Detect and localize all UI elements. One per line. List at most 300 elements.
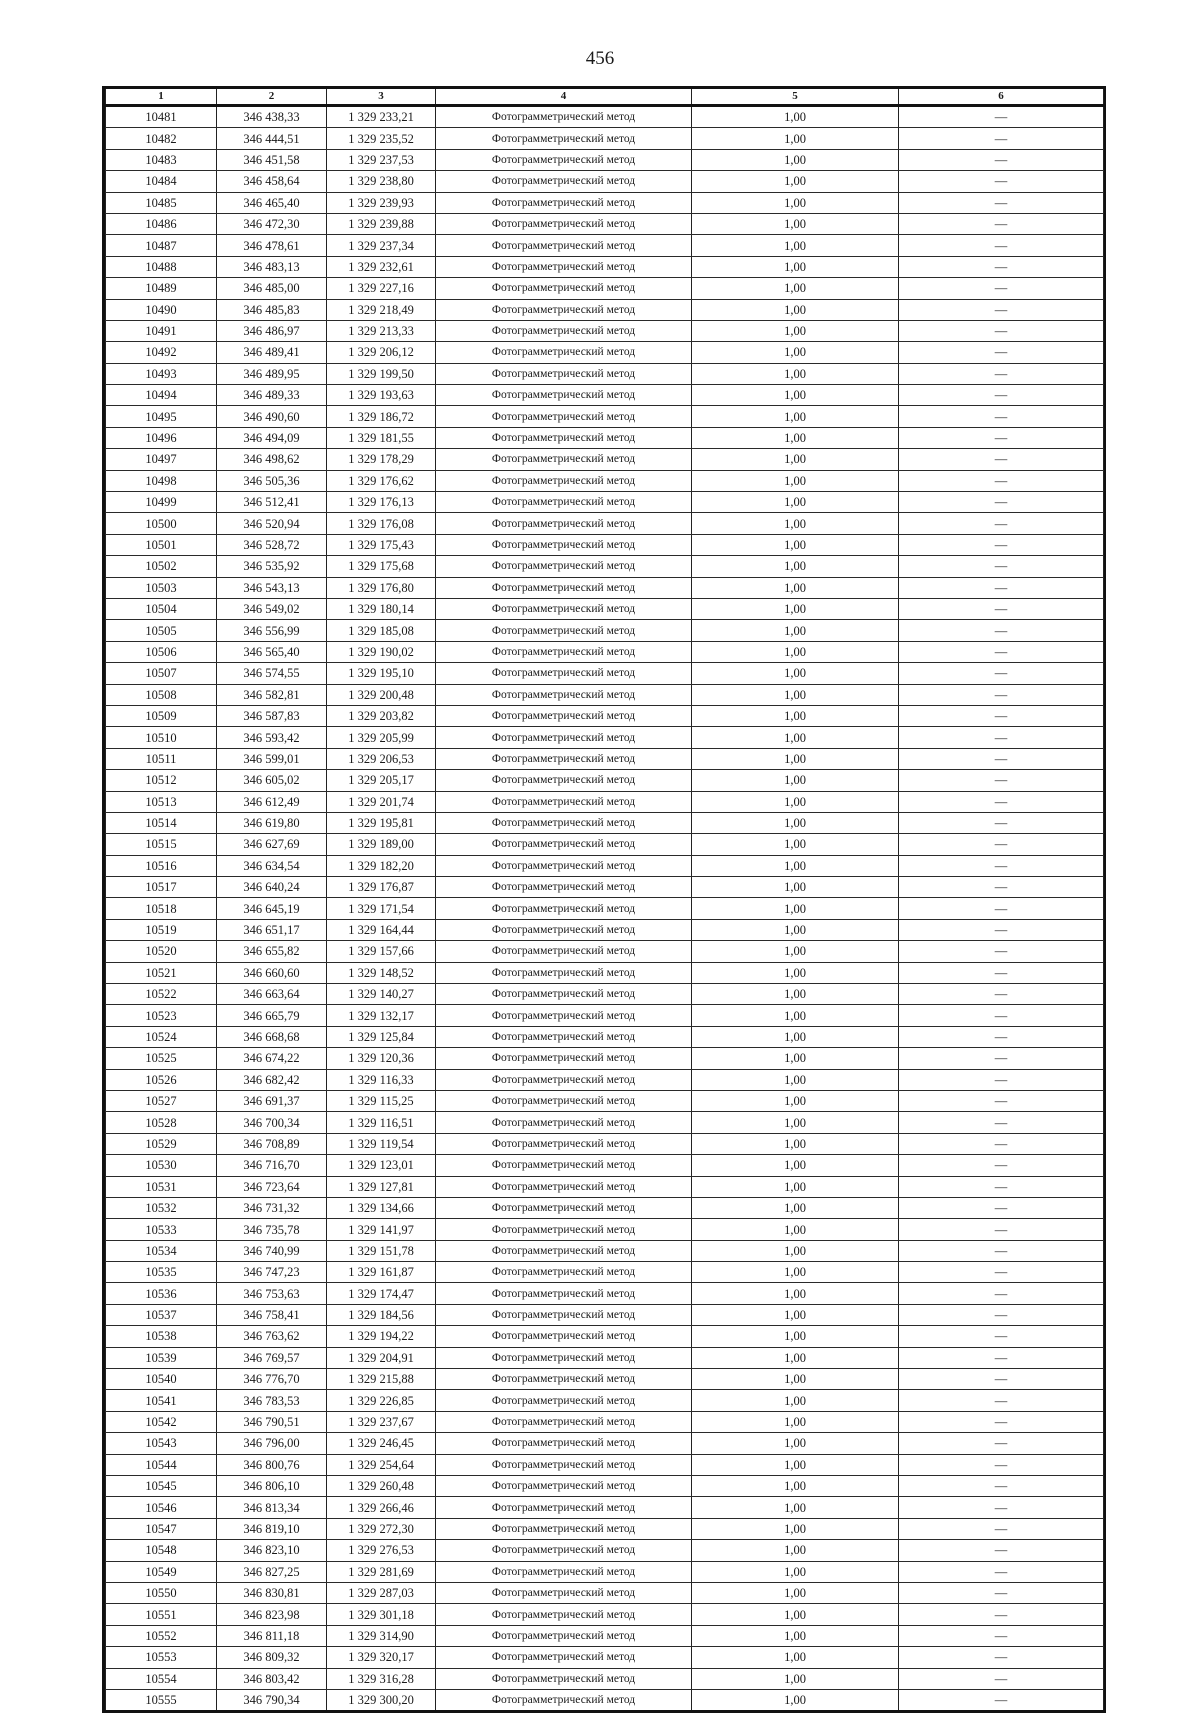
point-number-cell: 10541 xyxy=(106,1390,217,1411)
x-coordinate-cell: 346 735,78 xyxy=(217,1219,327,1240)
point-number-cell: 10486 xyxy=(106,213,217,234)
table-row xyxy=(106,770,1104,791)
note-cell: — xyxy=(899,791,1104,812)
y-coordinate-cell: 1 329 132,17 xyxy=(327,1005,436,1026)
x-coordinate-cell: 346 660,60 xyxy=(217,962,327,983)
y-coordinate-cell: 1 329 123,01 xyxy=(327,1155,436,1176)
method-cell: Фотограмметрический метод xyxy=(436,705,692,726)
table-row xyxy=(106,1390,1104,1411)
accuracy-cell: 1,00 xyxy=(692,620,899,641)
method-cell: Фотограмметрический метод xyxy=(436,1411,692,1432)
point-number-cell: 10497 xyxy=(106,449,217,470)
table-row xyxy=(106,1176,1104,1197)
note-cell: — xyxy=(899,919,1104,940)
accuracy-cell: 1,00 xyxy=(692,1582,899,1603)
y-coordinate-cell: 1 329 281,69 xyxy=(327,1561,436,1582)
y-coordinate-cell: 1 329 176,13 xyxy=(327,492,436,513)
accuracy-cell: 1,00 xyxy=(692,1304,899,1325)
note-cell: — xyxy=(899,1090,1104,1111)
x-coordinate-cell: 346 549,02 xyxy=(217,598,327,619)
table-row xyxy=(106,598,1104,619)
note-cell: — xyxy=(899,449,1104,470)
x-coordinate-cell: 346 740,99 xyxy=(217,1240,327,1261)
table-row xyxy=(106,1582,1104,1603)
x-coordinate-cell: 346 494,09 xyxy=(217,427,327,448)
point-number-cell: 10496 xyxy=(106,427,217,448)
method-cell: Фотограмметрический метод xyxy=(436,941,692,962)
point-number-cell: 10501 xyxy=(106,534,217,555)
note-cell: — xyxy=(899,1390,1104,1411)
note-cell: — xyxy=(899,1005,1104,1026)
point-number-cell: 10511 xyxy=(106,748,217,769)
table-row xyxy=(106,1561,1104,1582)
y-coordinate-cell: 1 329 161,87 xyxy=(327,1262,436,1283)
note-cell: — xyxy=(899,1476,1104,1497)
method-cell: Фотограмметрический метод xyxy=(436,1689,692,1710)
point-number-cell: 10492 xyxy=(106,342,217,363)
x-coordinate-cell: 346 485,00 xyxy=(217,278,327,299)
point-number-cell: 10527 xyxy=(106,1090,217,1111)
method-cell: Фотограмметрический метод xyxy=(436,235,692,256)
x-coordinate-cell: 346 682,42 xyxy=(217,1069,327,1090)
method-cell: Фотограмметрический метод xyxy=(436,684,692,705)
x-coordinate-cell: 346 483,13 xyxy=(217,256,327,277)
x-coordinate-cell: 346 458,64 xyxy=(217,171,327,192)
column-header: 5 xyxy=(692,89,899,106)
point-number-cell: 10484 xyxy=(106,171,217,192)
y-coordinate-cell: 1 329 194,22 xyxy=(327,1326,436,1347)
table-row xyxy=(106,1069,1104,1090)
x-coordinate-cell: 346 655,82 xyxy=(217,941,327,962)
table-row xyxy=(106,1518,1104,1539)
method-cell: Фотограмметрический метод xyxy=(436,1561,692,1582)
y-coordinate-cell: 1 329 195,10 xyxy=(327,663,436,684)
point-number-cell: 10533 xyxy=(106,1219,217,1240)
point-number-cell: 10502 xyxy=(106,556,217,577)
x-coordinate-cell: 346 472,30 xyxy=(217,213,327,234)
table-row xyxy=(106,363,1104,384)
table-row xyxy=(106,1369,1104,1390)
x-coordinate-cell: 346 489,95 xyxy=(217,363,327,384)
x-coordinate-cell: 346 813,34 xyxy=(217,1497,327,1518)
x-coordinate-cell: 346 716,70 xyxy=(217,1155,327,1176)
y-coordinate-cell: 1 329 119,54 xyxy=(327,1133,436,1154)
accuracy-cell: 1,00 xyxy=(692,727,899,748)
table-row xyxy=(106,1155,1104,1176)
method-cell: Фотограмметрический метод xyxy=(436,1390,692,1411)
y-coordinate-cell: 1 329 287,03 xyxy=(327,1582,436,1603)
note-cell: — xyxy=(899,898,1104,919)
x-coordinate-cell: 346 769,57 xyxy=(217,1347,327,1368)
x-coordinate-cell: 346 438,33 xyxy=(217,106,327,128)
method-cell: Фотограмметрический метод xyxy=(436,1176,692,1197)
point-number-cell: 10513 xyxy=(106,791,217,812)
accuracy-cell: 1,00 xyxy=(692,1625,899,1646)
y-coordinate-cell: 1 329 213,33 xyxy=(327,320,436,341)
x-coordinate-cell: 346 645,19 xyxy=(217,898,327,919)
accuracy-cell: 1,00 xyxy=(692,770,899,791)
method-cell: Фотограмметрический метод xyxy=(436,278,692,299)
point-number-cell: 10508 xyxy=(106,684,217,705)
x-coordinate-cell: 346 593,42 xyxy=(217,727,327,748)
accuracy-cell: 1,00 xyxy=(692,363,899,384)
y-coordinate-cell: 1 329 127,81 xyxy=(327,1176,436,1197)
method-cell: Фотограмметрический метод xyxy=(436,1240,692,1261)
method-cell: Фотограмметрический метод xyxy=(436,1369,692,1390)
table-row xyxy=(106,705,1104,726)
y-coordinate-cell: 1 329 116,33 xyxy=(327,1069,436,1090)
method-cell: Фотограмметрический метод xyxy=(436,1304,692,1325)
column-header: 3 xyxy=(327,89,436,106)
method-cell: Фотограмметрический метод xyxy=(436,1497,692,1518)
y-coordinate-cell: 1 329 141,97 xyxy=(327,1219,436,1240)
table-row xyxy=(106,577,1104,598)
accuracy-cell: 1,00 xyxy=(692,235,899,256)
x-coordinate-cell: 346 700,34 xyxy=(217,1112,327,1133)
accuracy-cell: 1,00 xyxy=(692,1561,899,1582)
point-number-cell: 10517 xyxy=(106,877,217,898)
y-coordinate-cell: 1 329 151,78 xyxy=(327,1240,436,1261)
method-cell: Фотограмметрический метод xyxy=(436,256,692,277)
point-number-cell: 10500 xyxy=(106,513,217,534)
table-row xyxy=(106,1689,1104,1710)
accuracy-cell: 1,00 xyxy=(692,684,899,705)
x-coordinate-cell: 346 543,13 xyxy=(217,577,327,598)
accuracy-cell: 1,00 xyxy=(692,128,899,149)
y-coordinate-cell: 1 329 195,81 xyxy=(327,812,436,833)
method-cell: Фотограмметрический метод xyxy=(436,470,692,491)
y-coordinate-cell: 1 329 186,72 xyxy=(327,406,436,427)
accuracy-cell: 1,00 xyxy=(692,641,899,662)
note-cell: — xyxy=(899,278,1104,299)
accuracy-cell: 1,00 xyxy=(692,984,899,1005)
accuracy-cell: 1,00 xyxy=(692,470,899,491)
note-cell: — xyxy=(899,598,1104,619)
method-cell: Фотограмметрический метод xyxy=(436,834,692,855)
table-row xyxy=(106,1497,1104,1518)
point-number-cell: 10516 xyxy=(106,855,217,876)
point-number-cell: 10535 xyxy=(106,1262,217,1283)
y-coordinate-cell: 1 329 237,53 xyxy=(327,149,436,170)
accuracy-cell: 1,00 xyxy=(692,1540,899,1561)
accuracy-cell: 1,00 xyxy=(692,1026,899,1047)
table-row xyxy=(106,791,1104,812)
table-row xyxy=(106,1476,1104,1497)
note-cell: — xyxy=(899,855,1104,876)
accuracy-cell: 1,00 xyxy=(692,1647,899,1668)
table-row xyxy=(106,748,1104,769)
y-coordinate-cell: 1 329 238,80 xyxy=(327,171,436,192)
y-coordinate-cell: 1 329 134,66 xyxy=(327,1197,436,1218)
y-coordinate-cell: 1 329 178,29 xyxy=(327,449,436,470)
y-coordinate-cell: 1 329 226,85 xyxy=(327,1390,436,1411)
y-coordinate-cell: 1 329 185,08 xyxy=(327,620,436,641)
accuracy-cell: 1,00 xyxy=(692,919,899,940)
point-number-cell: 10485 xyxy=(106,192,217,213)
note-cell: — xyxy=(899,556,1104,577)
method-cell: Фотограмметрический метод xyxy=(436,534,692,555)
note-cell: — xyxy=(899,984,1104,1005)
method-cell: Фотограмметрический метод xyxy=(436,1347,692,1368)
point-number-cell: 10483 xyxy=(106,149,217,170)
x-coordinate-cell: 346 803,42 xyxy=(217,1668,327,1689)
point-number-cell: 10525 xyxy=(106,1048,217,1069)
x-coordinate-cell: 346 776,70 xyxy=(217,1369,327,1390)
x-coordinate-cell: 346 520,94 xyxy=(217,513,327,534)
table-row xyxy=(106,299,1104,320)
method-cell: Фотограмметрический метод xyxy=(436,1647,692,1668)
note-cell: — xyxy=(899,1240,1104,1261)
method-cell: Фотограмметрический метод xyxy=(436,1433,692,1454)
note-cell: — xyxy=(899,1497,1104,1518)
point-number-cell: 10531 xyxy=(106,1176,217,1197)
y-coordinate-cell: 1 329 148,52 xyxy=(327,962,436,983)
point-number-cell: 10550 xyxy=(106,1582,217,1603)
point-number-cell: 10519 xyxy=(106,919,217,940)
note-cell: — xyxy=(899,770,1104,791)
method-cell: Фотограмметрический метод xyxy=(436,1026,692,1047)
table-row xyxy=(106,727,1104,748)
note-cell: — xyxy=(899,513,1104,534)
accuracy-cell: 1,00 xyxy=(692,256,899,277)
note-cell: — xyxy=(899,256,1104,277)
method-cell: Фотограмметрический метод xyxy=(436,1283,692,1304)
method-cell: Фотограмметрический метод xyxy=(436,1604,692,1625)
accuracy-cell: 1,00 xyxy=(692,1347,899,1368)
x-coordinate-cell: 346 582,81 xyxy=(217,684,327,705)
table-row xyxy=(106,855,1104,876)
y-coordinate-cell: 1 329 218,49 xyxy=(327,299,436,320)
accuracy-cell: 1,00 xyxy=(692,449,899,470)
accuracy-cell: 1,00 xyxy=(692,1390,899,1411)
table-row xyxy=(106,620,1104,641)
y-coordinate-cell: 1 329 184,56 xyxy=(327,1304,436,1325)
note-cell: — xyxy=(899,1347,1104,1368)
note-cell: — xyxy=(899,1625,1104,1646)
note-cell: — xyxy=(899,577,1104,598)
accuracy-cell: 1,00 xyxy=(692,320,899,341)
point-number-cell: 10524 xyxy=(106,1026,217,1047)
x-coordinate-cell: 346 691,37 xyxy=(217,1090,327,1111)
method-cell: Фотограмметрический метод xyxy=(436,1197,692,1218)
method-cell: Фотограмметрический метод xyxy=(436,1069,692,1090)
x-coordinate-cell: 346 574,55 xyxy=(217,663,327,684)
table-row xyxy=(106,406,1104,427)
table-row xyxy=(106,534,1104,555)
point-number-cell: 10488 xyxy=(106,256,217,277)
method-cell: Фотограмметрический метод xyxy=(436,1668,692,1689)
accuracy-cell: 1,00 xyxy=(692,898,899,919)
point-number-cell: 10522 xyxy=(106,984,217,1005)
y-coordinate-cell: 1 329 235,52 xyxy=(327,128,436,149)
note-cell: — xyxy=(899,727,1104,748)
accuracy-cell: 1,00 xyxy=(692,1219,899,1240)
x-coordinate-cell: 346 806,10 xyxy=(217,1476,327,1497)
accuracy-cell: 1,00 xyxy=(692,1476,899,1497)
x-coordinate-cell: 346 663,64 xyxy=(217,984,327,1005)
accuracy-cell: 1,00 xyxy=(692,1240,899,1261)
point-number-cell: 10547 xyxy=(106,1518,217,1539)
table-row xyxy=(106,278,1104,299)
x-coordinate-cell: 346 665,79 xyxy=(217,1005,327,1026)
method-cell: Фотограмметрический метод xyxy=(436,385,692,406)
accuracy-cell: 1,00 xyxy=(692,342,899,363)
method-cell: Фотограмметрический метод xyxy=(436,962,692,983)
y-coordinate-cell: 1 329 189,00 xyxy=(327,834,436,855)
accuracy-cell: 1,00 xyxy=(692,427,899,448)
y-coordinate-cell: 1 329 206,12 xyxy=(327,342,436,363)
accuracy-cell: 1,00 xyxy=(692,577,899,598)
point-number-cell: 10505 xyxy=(106,620,217,641)
table-row xyxy=(106,513,1104,534)
table-row xyxy=(106,984,1104,1005)
point-number-cell: 10538 xyxy=(106,1326,217,1347)
y-coordinate-cell: 1 329 260,48 xyxy=(327,1476,436,1497)
accuracy-cell: 1,00 xyxy=(692,534,899,555)
note-cell: — xyxy=(899,1604,1104,1625)
column-header: 6 xyxy=(899,89,1104,106)
accuracy-cell: 1,00 xyxy=(692,1604,899,1625)
table-row xyxy=(106,192,1104,213)
table-body xyxy=(106,106,1104,1711)
point-number-cell: 10555 xyxy=(106,1689,217,1710)
note-cell: — xyxy=(899,406,1104,427)
x-coordinate-cell: 346 747,23 xyxy=(217,1262,327,1283)
y-coordinate-cell: 1 329 181,55 xyxy=(327,427,436,448)
table-row xyxy=(106,449,1104,470)
y-coordinate-cell: 1 329 215,88 xyxy=(327,1369,436,1390)
table-row xyxy=(106,962,1104,983)
method-cell: Фотограмметрический метод xyxy=(436,620,692,641)
x-coordinate-cell: 346 823,10 xyxy=(217,1540,327,1561)
x-coordinate-cell: 346 599,01 xyxy=(217,748,327,769)
x-coordinate-cell: 346 723,64 xyxy=(217,1176,327,1197)
note-cell: — xyxy=(899,363,1104,384)
y-coordinate-cell: 1 329 116,51 xyxy=(327,1112,436,1133)
method-cell: Фотограмметрический метод xyxy=(436,577,692,598)
table-row xyxy=(106,385,1104,406)
table-row xyxy=(106,1048,1104,1069)
point-number-cell: 10545 xyxy=(106,1476,217,1497)
note-cell: — xyxy=(899,427,1104,448)
note-cell: — xyxy=(899,684,1104,705)
y-coordinate-cell: 1 329 176,08 xyxy=(327,513,436,534)
y-coordinate-cell: 1 329 175,43 xyxy=(327,534,436,555)
point-number-cell: 10487 xyxy=(106,235,217,256)
y-coordinate-cell: 1 329 316,28 xyxy=(327,1668,436,1689)
method-cell: Фотограмметрический метод xyxy=(436,299,692,320)
note-cell: — xyxy=(899,834,1104,855)
accuracy-cell: 1,00 xyxy=(692,1112,899,1133)
table-row xyxy=(106,663,1104,684)
note-cell: — xyxy=(899,149,1104,170)
method-cell: Фотограмметрический метод xyxy=(436,342,692,363)
y-coordinate-cell: 1 329 182,20 xyxy=(327,855,436,876)
point-number-cell: 10489 xyxy=(106,278,217,299)
accuracy-cell: 1,00 xyxy=(692,1411,899,1432)
accuracy-cell: 1,00 xyxy=(692,1283,899,1304)
accuracy-cell: 1,00 xyxy=(692,1369,899,1390)
table-row xyxy=(106,342,1104,363)
x-coordinate-cell: 346 674,22 xyxy=(217,1048,327,1069)
point-number-cell: 10537 xyxy=(106,1304,217,1325)
point-number-cell: 10491 xyxy=(106,320,217,341)
table-row xyxy=(106,1112,1104,1133)
table-row xyxy=(106,1133,1104,1154)
point-number-cell: 10549 xyxy=(106,1561,217,1582)
method-cell: Фотограмметрический метод xyxy=(436,1582,692,1603)
point-number-cell: 10532 xyxy=(106,1197,217,1218)
y-coordinate-cell: 1 329 276,53 xyxy=(327,1540,436,1561)
method-cell: Фотограмметрический метод xyxy=(436,363,692,384)
y-coordinate-cell: 1 329 239,88 xyxy=(327,213,436,234)
note-cell: — xyxy=(899,812,1104,833)
x-coordinate-cell: 346 489,33 xyxy=(217,385,327,406)
x-coordinate-cell: 346 830,81 xyxy=(217,1582,327,1603)
x-coordinate-cell: 346 790,51 xyxy=(217,1411,327,1432)
accuracy-cell: 1,00 xyxy=(692,855,899,876)
method-cell: Фотограмметрический метод xyxy=(436,877,692,898)
table-row xyxy=(106,641,1104,662)
y-coordinate-cell: 1 329 227,16 xyxy=(327,278,436,299)
table-row xyxy=(106,128,1104,149)
table-row xyxy=(106,1454,1104,1475)
table-row xyxy=(106,1197,1104,1218)
y-coordinate-cell: 1 329 205,17 xyxy=(327,770,436,791)
method-cell: Фотограмметрический метод xyxy=(436,149,692,170)
y-coordinate-cell: 1 329 301,18 xyxy=(327,1604,436,1625)
method-cell: Фотограмметрический метод xyxy=(436,919,692,940)
table-row xyxy=(106,235,1104,256)
note-cell: — xyxy=(899,1048,1104,1069)
note-cell: — xyxy=(899,1561,1104,1582)
page-number: 456 xyxy=(585,48,615,69)
accuracy-cell: 1,00 xyxy=(692,1197,899,1218)
note-cell: — xyxy=(899,705,1104,726)
y-coordinate-cell: 1 329 203,82 xyxy=(327,705,436,726)
method-cell: Фотограмметрический метод xyxy=(436,1155,692,1176)
accuracy-cell: 1,00 xyxy=(692,748,899,769)
point-number-cell: 10520 xyxy=(106,941,217,962)
x-coordinate-cell: 346 827,25 xyxy=(217,1561,327,1582)
accuracy-cell: 1,00 xyxy=(692,513,899,534)
x-coordinate-cell: 346 619,80 xyxy=(217,812,327,833)
point-number-cell: 10481 xyxy=(106,106,217,128)
accuracy-cell: 1,00 xyxy=(692,1433,899,1454)
note-cell: — xyxy=(899,106,1104,128)
point-number-cell: 10509 xyxy=(106,705,217,726)
method-cell: Фотограмметрический метод xyxy=(436,427,692,448)
x-coordinate-cell: 346 731,32 xyxy=(217,1197,327,1218)
note-cell: — xyxy=(899,1540,1104,1561)
x-coordinate-cell: 346 753,63 xyxy=(217,1283,327,1304)
point-number-cell: 10542 xyxy=(106,1411,217,1432)
note-cell: — xyxy=(899,1326,1104,1347)
accuracy-cell: 1,00 xyxy=(692,1090,899,1111)
x-coordinate-cell: 346 465,40 xyxy=(217,192,327,213)
y-coordinate-cell: 1 329 174,47 xyxy=(327,1283,436,1304)
method-cell: Фотограмметрический метод xyxy=(436,1454,692,1475)
x-coordinate-cell: 346 528,72 xyxy=(217,534,327,555)
point-number-cell: 10490 xyxy=(106,299,217,320)
y-coordinate-cell: 1 329 190,02 xyxy=(327,641,436,662)
method-cell: Фотограмметрический метод xyxy=(436,598,692,619)
x-coordinate-cell: 346 498,62 xyxy=(217,449,327,470)
accuracy-cell: 1,00 xyxy=(692,1133,899,1154)
point-number-cell: 10526 xyxy=(106,1069,217,1090)
point-number-cell: 10551 xyxy=(106,1604,217,1625)
table-row xyxy=(106,898,1104,919)
